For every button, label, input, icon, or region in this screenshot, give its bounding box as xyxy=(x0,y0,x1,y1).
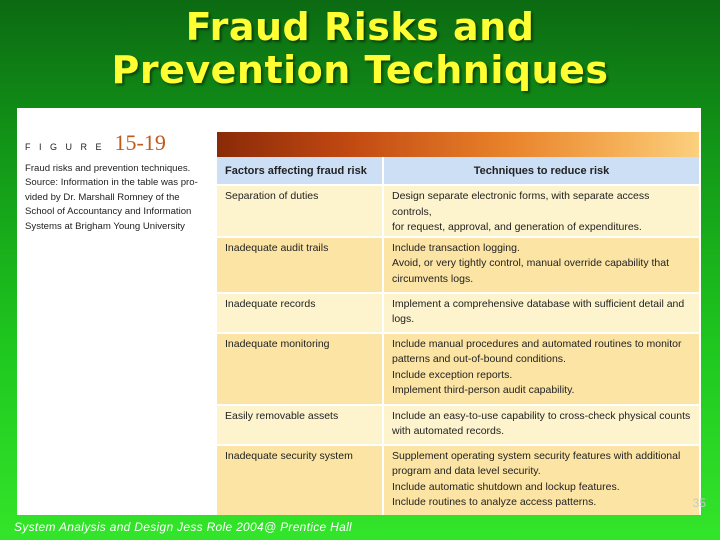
factor-cell: Inadequate audit trails xyxy=(217,237,383,293)
technique-line: Include manual procedures and automated routines to monitor xyxy=(392,337,682,350)
techniques-cell xyxy=(383,237,699,293)
technique-line: Include automatic shutdown and lockup features. xyxy=(392,480,620,493)
caption-line: Fraud risks and prevention techniques. xyxy=(25,163,191,174)
technique-line: Supplement operating system security features with additional xyxy=(392,449,681,462)
technique-line: program and data level security. xyxy=(392,465,541,477)
technique-line: with automated records. xyxy=(392,425,505,437)
caption-line: Source: Information in the table was pro- xyxy=(25,177,198,189)
figure-number: 15-19 xyxy=(114,130,166,155)
techniques-cell xyxy=(383,405,699,445)
factor-cell: Inadequate monitoring xyxy=(217,333,383,405)
table-row xyxy=(217,293,699,333)
table-row xyxy=(217,405,699,445)
techniques-cell xyxy=(383,445,699,515)
technique-line: Design separate electronic forms, with separate access controls, xyxy=(392,190,650,218)
column-header-techniques: Techniques to reduce risk xyxy=(383,157,699,185)
caption-line: School of Accountancy and Information xyxy=(25,206,192,218)
factor-cell: Inadequate security system xyxy=(217,445,383,515)
fraud-risk-table-wrap xyxy=(217,132,699,515)
table-row xyxy=(217,237,699,293)
table-row xyxy=(217,445,699,515)
slide-footer: System Analysis and Design Jess Role 2004@ Prentice Hall xyxy=(14,520,353,534)
caption-line: Systems at Brigham Young University xyxy=(25,220,185,232)
technique-line: Implement a comprehensive database with sufficient detail and xyxy=(392,297,685,310)
techniques-cell xyxy=(383,333,699,405)
techniques-cell xyxy=(383,293,699,333)
fraud-risk-table xyxy=(217,157,699,515)
column-header-factors: Factors affecting fraud risk xyxy=(217,157,383,185)
technique-line: Include an easy-to-use capability to cross-check physical counts xyxy=(392,409,691,422)
caption-line: vided by Dr. Marshall Romney of the xyxy=(25,191,180,203)
technique-line: Avoid, or very tightly control, manual override capability that xyxy=(392,257,670,269)
factor-cell: Inadequate records xyxy=(217,293,383,333)
technique-line: patterns and out-of-bound conditions. xyxy=(392,353,566,365)
technique-line: for request, approval, and generation of expenditures. xyxy=(392,221,642,233)
techniques-cell xyxy=(383,185,699,237)
technique-line: Include transaction logging. xyxy=(392,241,520,254)
technique-line: logs. xyxy=(392,313,415,325)
factor-cell: Separation of duties xyxy=(217,185,383,237)
figure-caption-text xyxy=(25,162,217,234)
figure-caption xyxy=(25,130,217,234)
technique-line: Include routines to analyze access patterns. xyxy=(392,496,597,508)
table-header-band xyxy=(217,132,699,157)
table-row xyxy=(217,185,699,237)
table-row xyxy=(217,333,699,405)
technique-line: Implement third-person audit capability. xyxy=(392,384,575,396)
technique-line: Include exception reports. xyxy=(392,368,513,381)
table-header-row xyxy=(217,157,699,185)
slide-title-line-2: Prevention Techniques xyxy=(111,48,609,92)
page-number: 35 xyxy=(692,496,706,510)
factor-cell: Easily removable assets xyxy=(217,405,383,445)
figure-word: F I G U R E xyxy=(25,142,105,152)
figure-label-row xyxy=(25,130,217,156)
technique-line: circumvents logs. xyxy=(392,272,474,285)
figure-panel xyxy=(17,108,701,515)
slide-title xyxy=(0,6,720,92)
slide-title-line-1: Fraud Risks and xyxy=(185,5,535,49)
